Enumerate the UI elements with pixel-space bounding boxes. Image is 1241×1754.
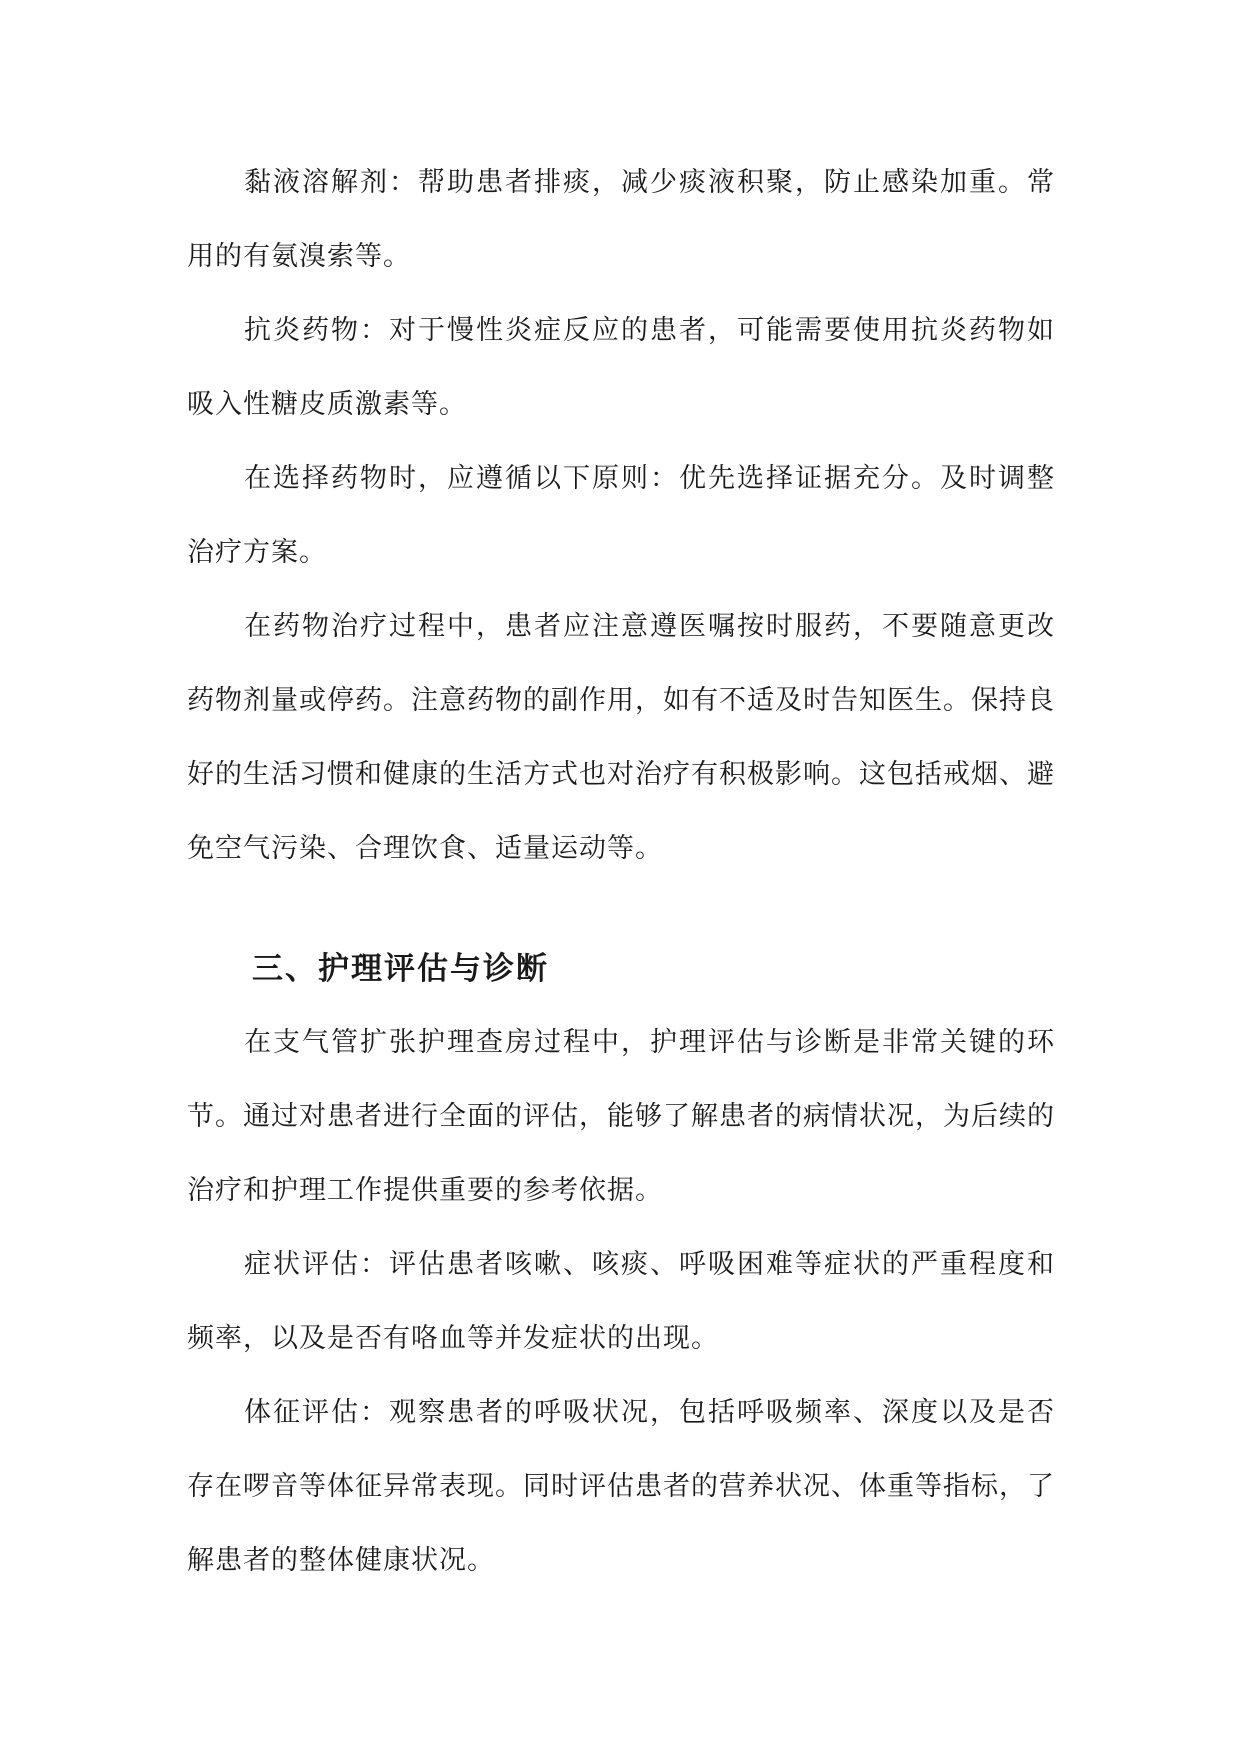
paragraph-anti-inflammatory: 抗炎药物：对于慢性炎症反应的患者，可能需要使用抗炎药物如吸入性糖皮质激素等。 <box>187 315 1055 420</box>
paragraph-mucolytics: 黏液溶解剂：帮助患者排痰，减少痰液积聚，防止感染加重。常用的有氨溴索等。 <box>187 167 1055 272</box>
paragraph-drug-selection: 在选择药物时，应遵循以下原则：优先选择证据充分。及时调整治疗方案。 <box>187 463 1055 568</box>
document-body <box>187 146 1055 1598</box>
section-heading: 三、护理评估与诊断 <box>252 951 549 987</box>
paragraph-medication-adherence: 在药物治疗过程中，患者应注意遵医嘱按时服药，不要随意更改药物剂量或停药。注意药物的副作用，如有不适及时告知医生。保持良好的生活习惯和健康的生活方式也对治疗有积极影响。这包括戒烟、避免空气污染、合理饮食、适量运动等。 <box>187 611 1055 864</box>
paragraph-symptom-assessment: 症状评估：评估患者咳嗽、咳痰、呼吸困难等症状的严重程度和频率，以及是否有咯血等并发症状的出现。 <box>187 1249 1055 1354</box>
paragraph-sign-assessment: 体征评估：观察患者的呼吸状况，包括呼吸频率、深度以及是否存在啰音等体征异常表现。同时评估患者的营养状况、体重等指标，了解患者的整体健康状况。 <box>187 1397 1055 1576</box>
paragraph-assessment-intro: 在支气管扩张护理查房过程中，护理评估与诊断是非常关键的环节。通过对患者进行全面的评估，能够了解患者的病情状况，为后续的治疗和护理工作提供重要的参考依据。 <box>187 1027 1055 1206</box>
